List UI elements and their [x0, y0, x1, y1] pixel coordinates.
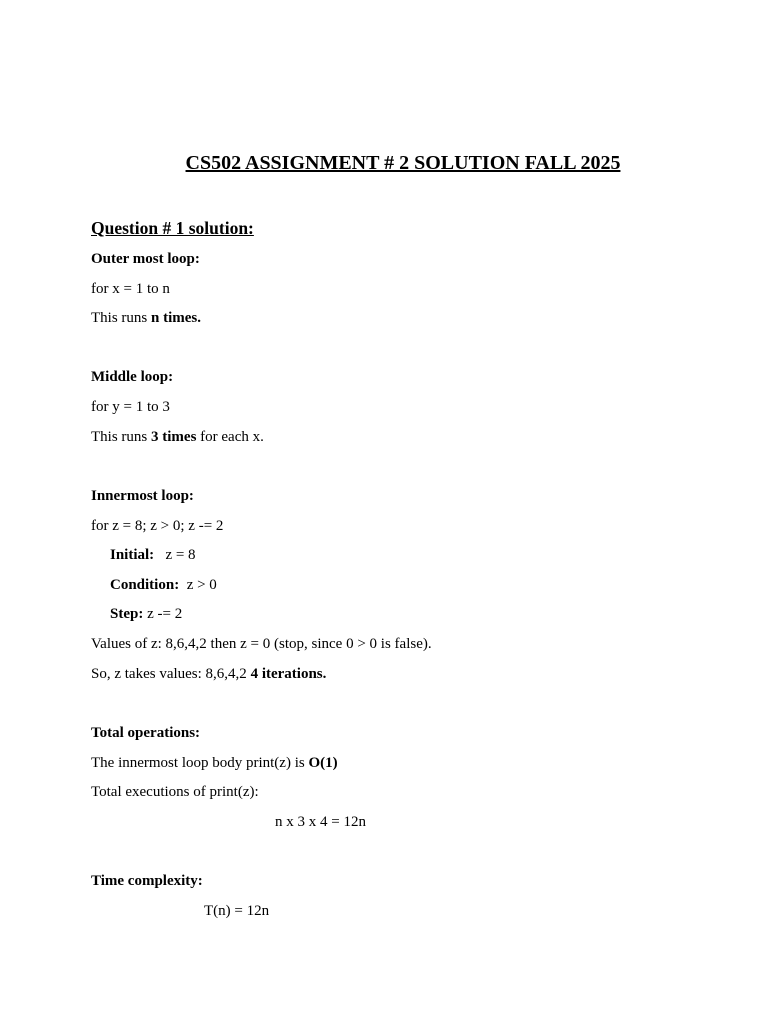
time-complexity-heading: Time complexity: [91, 873, 203, 889]
question-heading: Question # 1 solution: [91, 218, 254, 238]
inner-takes-values [91, 664, 326, 684]
time-complexity-formula: T(n) = 12n [204, 903, 270, 919]
middle-runs-bold: 3 times [151, 429, 197, 445]
outer-runs-prefix: This runs [91, 310, 151, 326]
total-operations-heading: Total operations: [91, 725, 201, 741]
outer-loop-code: for x = 1 to n [91, 281, 170, 297]
inner-loop-code: for z = 8; z > 0; z -= 2 [91, 518, 224, 534]
outer-loop-heading: Outer most loop: [91, 251, 200, 267]
inner-step [110, 604, 182, 624]
takes-prefix: So, z takes values: 8,6,4,2 [91, 666, 251, 682]
document-title: CS502 ASSIGNMENT # 2 SOLUTION FALL 2025 [185, 152, 621, 174]
takes-bold: 4 iterations. [250, 666, 327, 682]
initial-value: z = 8 [154, 547, 196, 563]
initial-label: Initial: [110, 547, 155, 563]
middle-loop-heading: Middle loop: [91, 369, 174, 385]
outer-runs-bold: n times. [151, 310, 201, 326]
condition-label: Condition: [110, 577, 180, 593]
middle-runs-suffix: for each x. [196, 429, 264, 445]
total-formula: n x 3 x 4 = 12n [275, 814, 366, 830]
middle-runs-prefix: This runs [91, 429, 151, 445]
outer-loop-runs [91, 308, 201, 328]
inner-loop-heading: Innermost loop: [91, 488, 194, 504]
total-body-line [91, 753, 338, 773]
step-label: Step: [110, 606, 144, 622]
middle-loop-code: for y = 1 to 3 [91, 399, 170, 415]
step-value: z -= 2 [143, 606, 183, 622]
body-bold: O(1) [308, 755, 338, 771]
inner-initial [110, 545, 196, 565]
body-prefix: The innermost loop body print(z) is [91, 755, 309, 771]
middle-loop-runs [91, 427, 264, 447]
inner-values-line: Values of z: 8,6,4,2 then z = 0 (stop, since 0 > 0 is false). [91, 636, 432, 652]
inner-condition [110, 575, 217, 595]
condition-value: z > 0 [179, 577, 217, 593]
total-executions-line: Total executions of print(z): [91, 784, 259, 800]
